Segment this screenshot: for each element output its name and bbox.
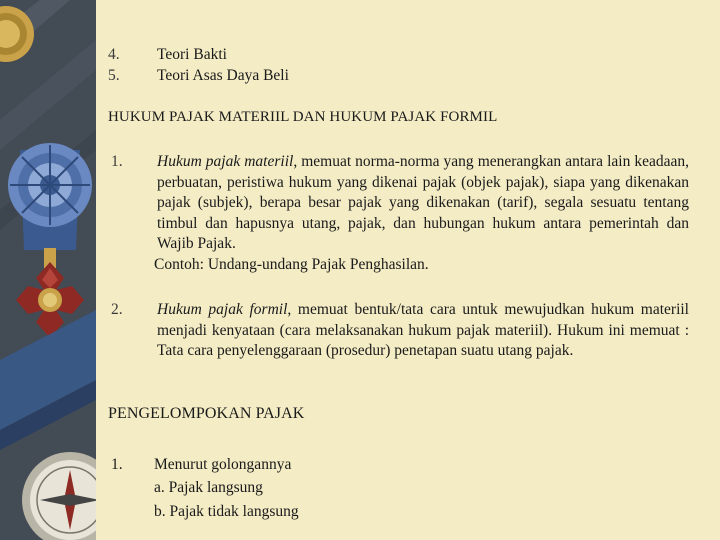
list-number: 4. — [108, 46, 120, 63]
decorative-image-panel — [0, 0, 96, 540]
list-item-title: Menurut golongannya — [154, 456, 292, 473]
list-item: Teori Asas Daya Beli — [157, 67, 289, 84]
sub-item: b. Pajak tidak langsung — [154, 503, 299, 520]
term-hukum-pajak-materiil: Hukum pajak materiil — [157, 153, 294, 170]
definition-text: , memuat bentuk/tata cara untuk mewujudkan hukum materiil menjadi kenyataan (cara melaksanakan hukum pajak materiil). Hukum ini memuat : Tata cara penyelenggaraan (prosedur) penetapan suatu utang pajak. — [157, 301, 689, 359]
item-number: 1. — [111, 456, 123, 473]
definition-text: , memuat norma-norma yang menerangkan antara lain keadaan, perbuatan, peristiwa hukum yang dikenai pajak (objek pajak), siapa yang dikenakan pajak (subjek), berapa besar pajak yang dikenakan (tarif), segala sesuatu tentang timbul dan hapusnya utang, pajak, dan hubungan hukum antara pemerintah dan Wajib Pajak. — [157, 153, 689, 252]
example-text: Contoh: Undang-undang Pajak Penghasilan. — [154, 256, 429, 273]
section-heading: PENGELOMPOKAN PAJAK — [108, 405, 305, 422]
medal-illustration — [0, 0, 96, 540]
document-page — [96, 0, 720, 540]
item-number: 2. — [111, 301, 123, 318]
paragraph-formil — [157, 300, 689, 362]
item-number: 1. — [111, 153, 123, 170]
term-hukum-pajak-formil: Hukum pajak formil — [157, 301, 288, 318]
paragraph-materiil — [157, 152, 689, 255]
list-number: 5. — [108, 67, 120, 84]
section-heading: HUKUM PAJAK MATERIIL DAN HUKUM PAJAK FORMIL — [108, 109, 498, 125]
sub-item: a. Pajak langsung — [154, 479, 263, 496]
list-item: Teori Bakti — [157, 46, 227, 63]
